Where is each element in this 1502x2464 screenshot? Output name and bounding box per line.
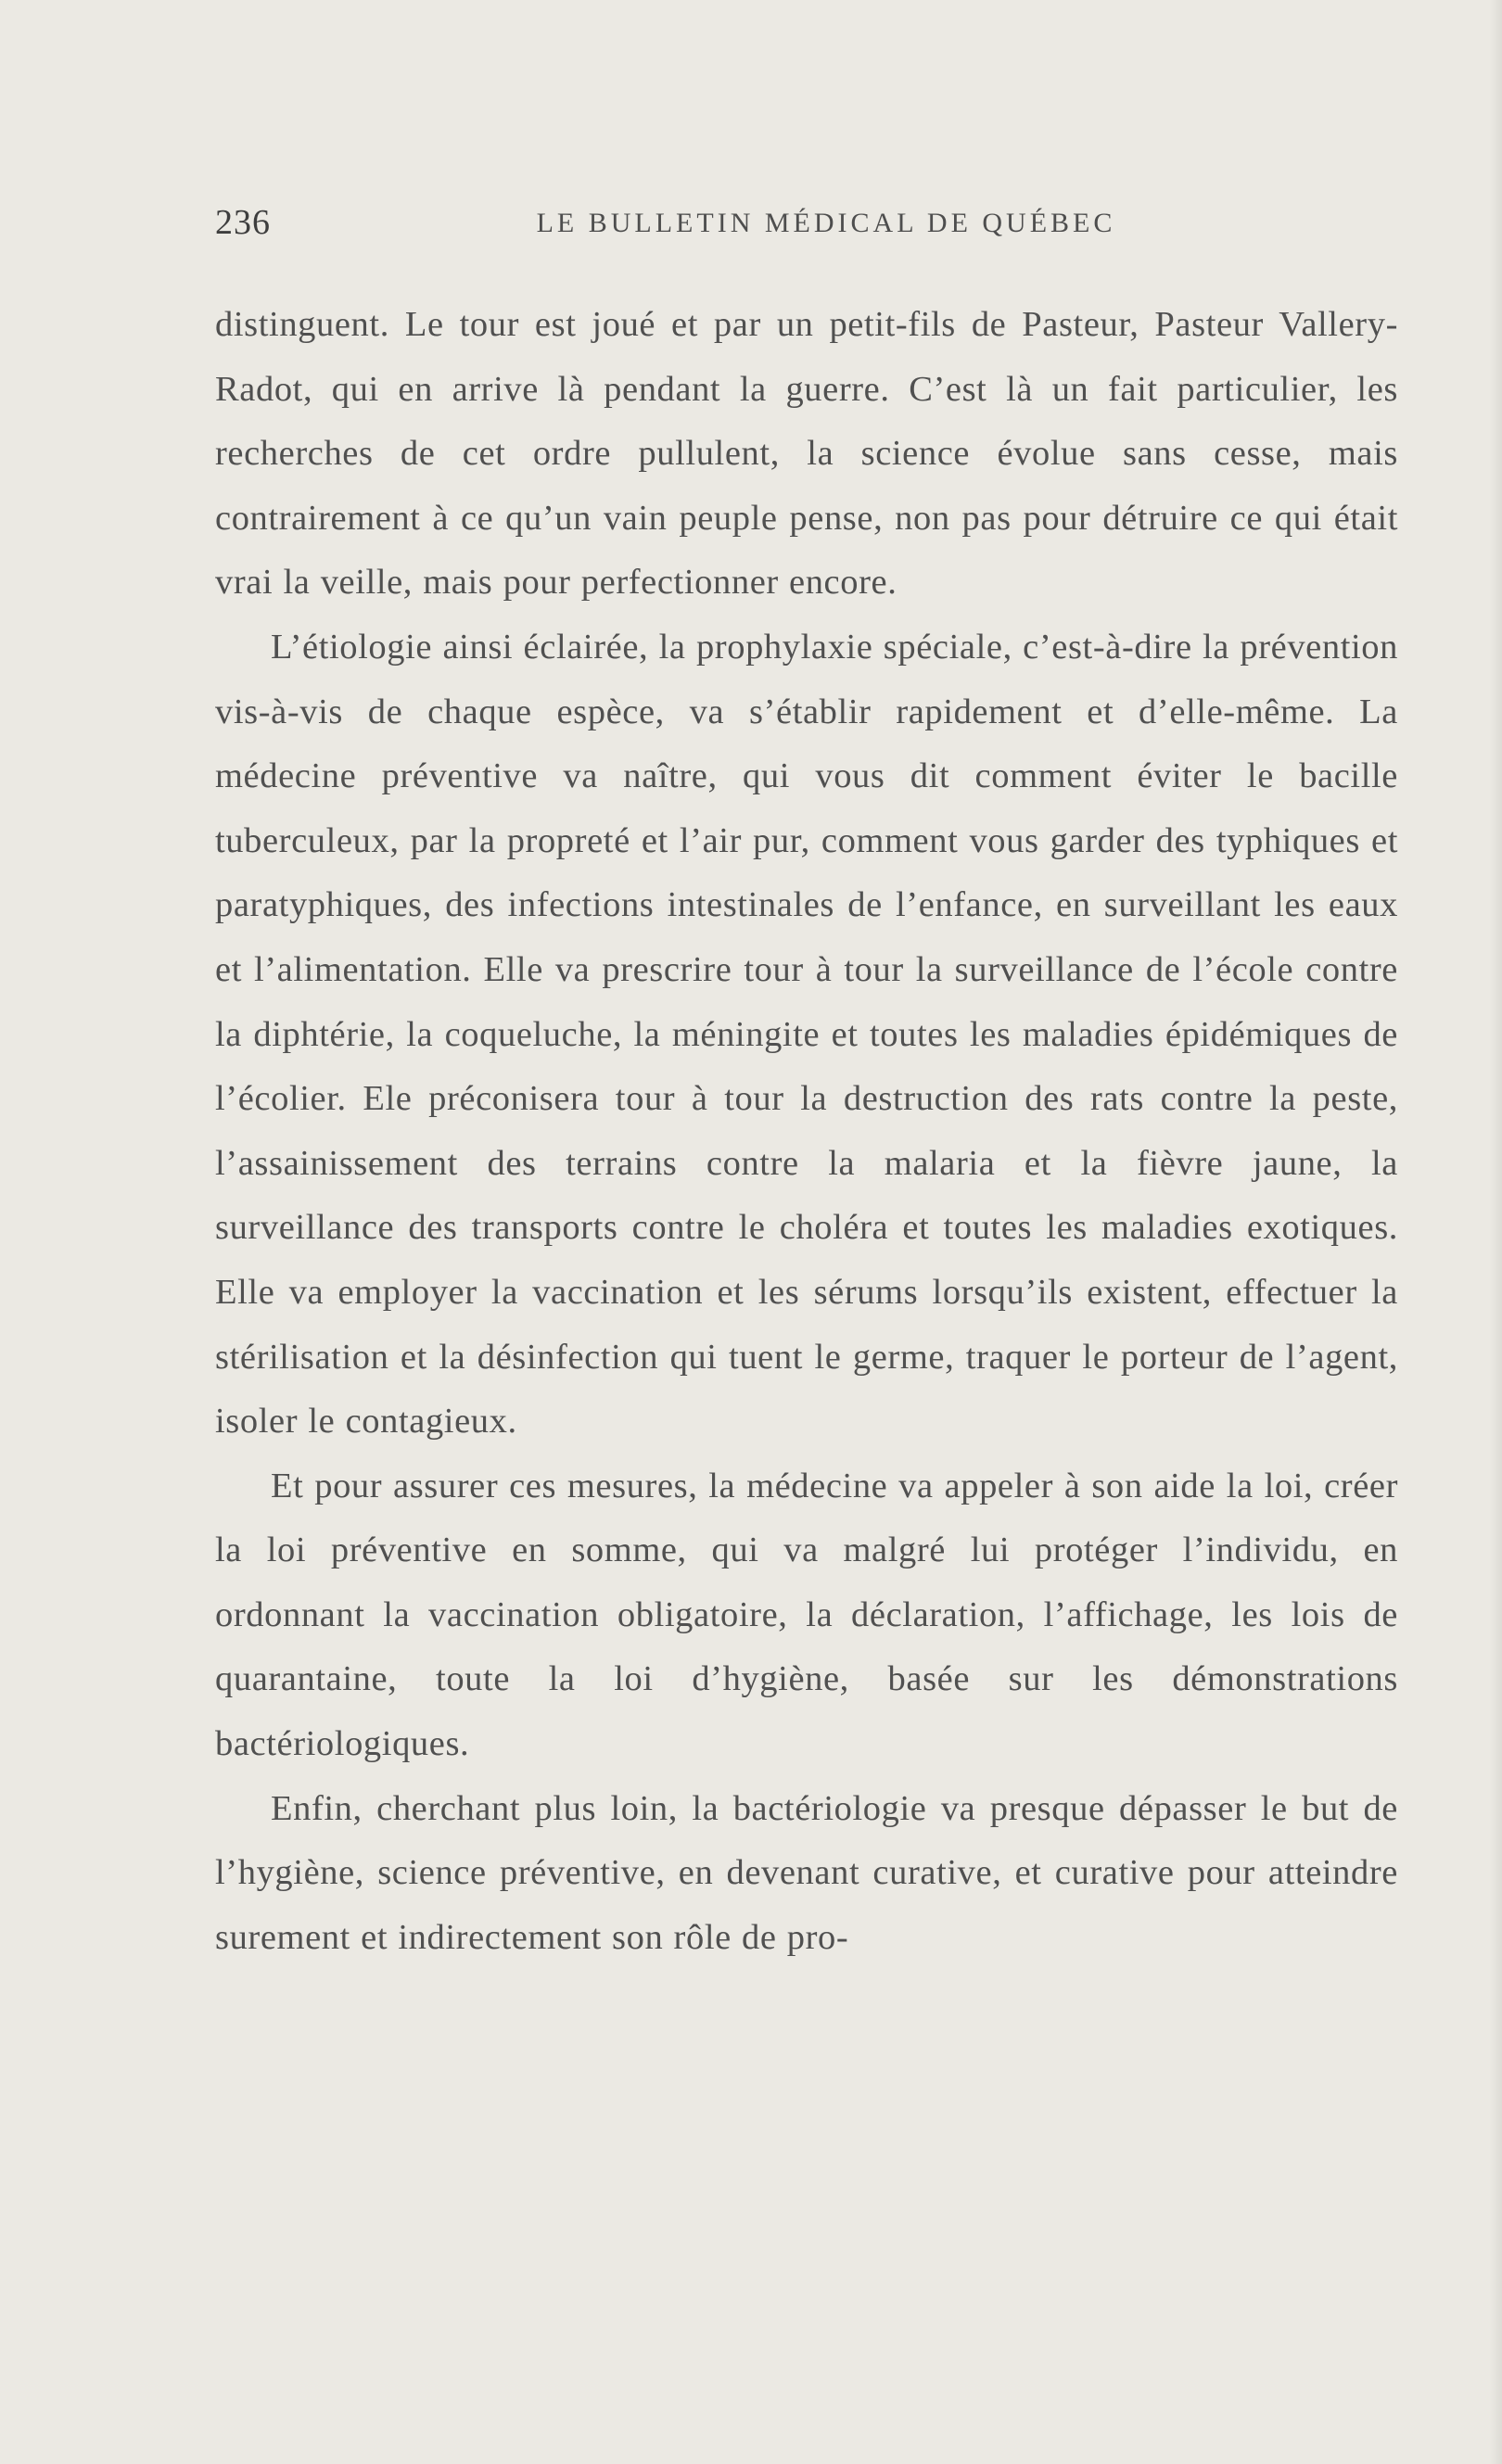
running-title: LE BULLETIN MÉDICAL DE QUÉBEC <box>536 208 1116 238</box>
paragraph-etiology: L’étiologie ainsi éclairée, la prophylaxie spéciale, c’est-à-dire la prévention vis-à-vis de chaque espèce, va s’établir rapidement et d’elle-même. La médecine préventive va naître, qui vous dit comment éviter le bacille tuberculeux, par la propreté et l’air pur, comment vous garder des typhiques et paratyphiques, des infections intestinales de l’enfance, en surveillant les eaux et l’alimentation. Elle va prescrire tour à tour la surveillance de l’école contre la diphtérie, la coqueluche, la méningite et toutes les maladies épidémiques de l’écolier. Ele préconisera tour à tour la destruction des rats contre la peste, l’assainissement des terrains contre la malaria et la fièvre jaune, la surveillance des transports contre le choléra et toutes les maladies exotiques. Elle va employer la vaccination et les sérums lorsqu’ils existent, effectuer la stérilisation et la désinfection qui tuent le germe, traquer le porteur de l’agent, isoler le contagieux. <box>215 627 1398 1442</box>
paragraph-curative: Enfin, cherchant plus loin, la bactériologie va presque dépasser le but de l’hygiène, science préventive, en devenant curative, et curative pour atteindre surement et indirectement son rôle de pro- <box>215 1788 1398 1957</box>
page-edge-shadow <box>1489 0 1502 2464</box>
page-number: 236 <box>215 203 271 242</box>
paragraph-law: Et pour assurer ces mesures, la médecine va appeler à son aide la loi, créer la loi préventive en somme, qui va malgré lui protéger l’individu, en ordonnant la vaccination obligatoire, la déclaration, l’affichage, les lois de quarantaine, toute la loi d’hygiène, basée sur les démonstrations bactériologiques. <box>215 1466 1398 1764</box>
article-body <box>215 293 1398 1970</box>
paragraph-continued: distinguent. Le tour est joué et par un petit-fils de Pasteur, Pasteur Vallery-Radot, qui en arrive là pendant la guerre. C’est là un fait particulier, les recherches de cet ordre pullulent, la science évolue sans cesse, mais contrairement à ce qu’un vain peuple pense, non pas pour détruire ce qui était vrai la veille, mais pour perfectionner encore. <box>215 305 1398 603</box>
page-header <box>215 202 1400 248</box>
